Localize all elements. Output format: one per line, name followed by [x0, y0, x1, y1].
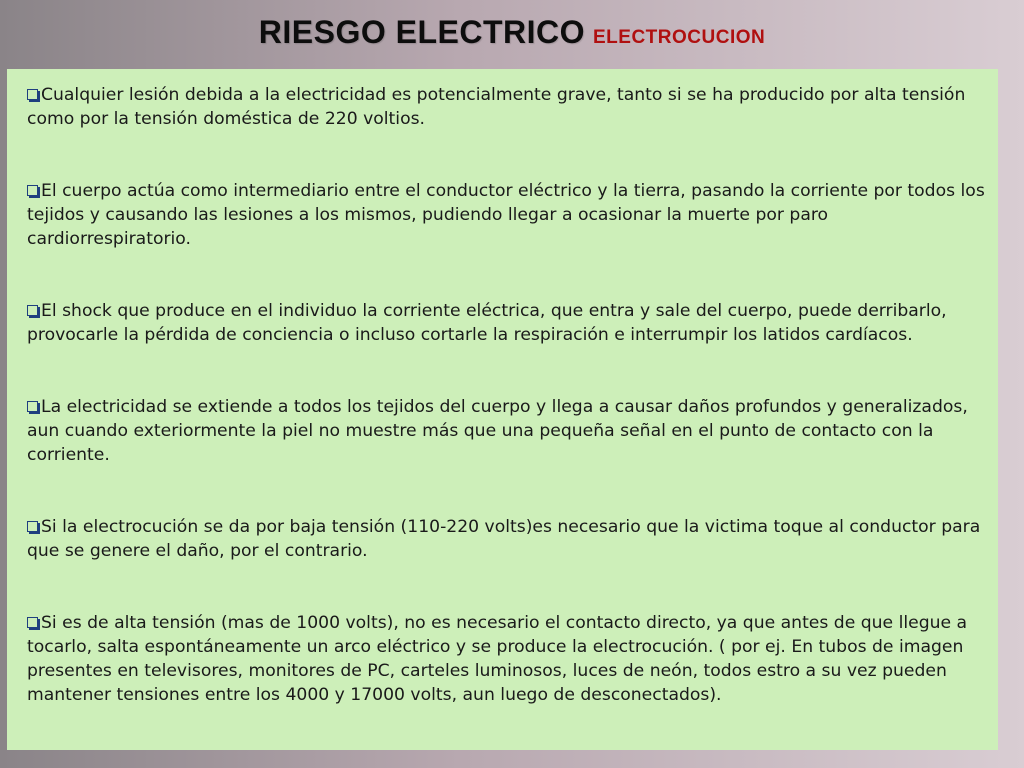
hollow-square-bullet-icon [27, 185, 38, 196]
bullet-text: Si la electrocución se da por baja tensión (110-220 volts)es necesario que la victima toque al conductor para que se genere el daño, por el contrario. [27, 517, 981, 561]
bullet-item [27, 179, 996, 251]
bullet-text: La electricidad se extiende a todos los tejidos del cuerpo y llega a causar daños profundos y generalizados, aun cuando exteriormente la piel no muestre más que una pequeña señal en el punto de contacto con la corriente. [27, 397, 968, 465]
hollow-square-bullet-icon [27, 401, 38, 412]
bullet-item [27, 611, 996, 707]
bullet-item [27, 395, 996, 467]
bullet-item [27, 515, 996, 563]
title-subtitle: ELECTROCUCION [593, 27, 766, 48]
bullet-text: Cualquier lesión debida a la electricidad es potencialmente grave, tanto si se ha producido por alta tensión como por la tensión doméstica de 220 voltios. [27, 85, 966, 129]
hollow-square-bullet-icon [27, 89, 38, 100]
hollow-square-bullet-icon [27, 617, 38, 628]
bullet-item [27, 83, 996, 131]
bullet-item [27, 299, 996, 347]
slide-title [0, 14, 1024, 51]
hollow-square-bullet-icon [27, 305, 38, 316]
bullet-text: El cuerpo actúa como intermediario entre el conductor eléctrico y la tierra, pasando la corriente por todos los tejidos y causando las lesiones a los mismos, pudiendo llegar a ocasionar la muerte por paro cardiorrespiratorio. [27, 181, 985, 249]
title-main: RIESGO ELECTRICO [258, 14, 585, 50]
bullet-text: El shock que produce en el individuo la corriente eléctrica, que entra y sale del cuerpo, puede derribarlo, provocarle la pérdida de conciencia o incluso cortarle la respiración e interrumpir los latidos cardíacos. [27, 301, 947, 345]
hollow-square-bullet-icon [27, 521, 38, 532]
content-panel [7, 69, 998, 750]
bullet-text: Si es de alta tensión (mas de 1000 volts), no es necesario el contacto directo, ya que antes de que llegue a tocarlo, salta espontáneamente un arco eléctrico y se produce la electrocución. ( por ej. En tubos de imagen presentes en televisores, monitores de PC, carteles luminosos, luces de neón, todos estro a su vez pueden mantener tensiones entre los 4000 y 17000 volts, aun luego de desconectados). [27, 613, 968, 705]
